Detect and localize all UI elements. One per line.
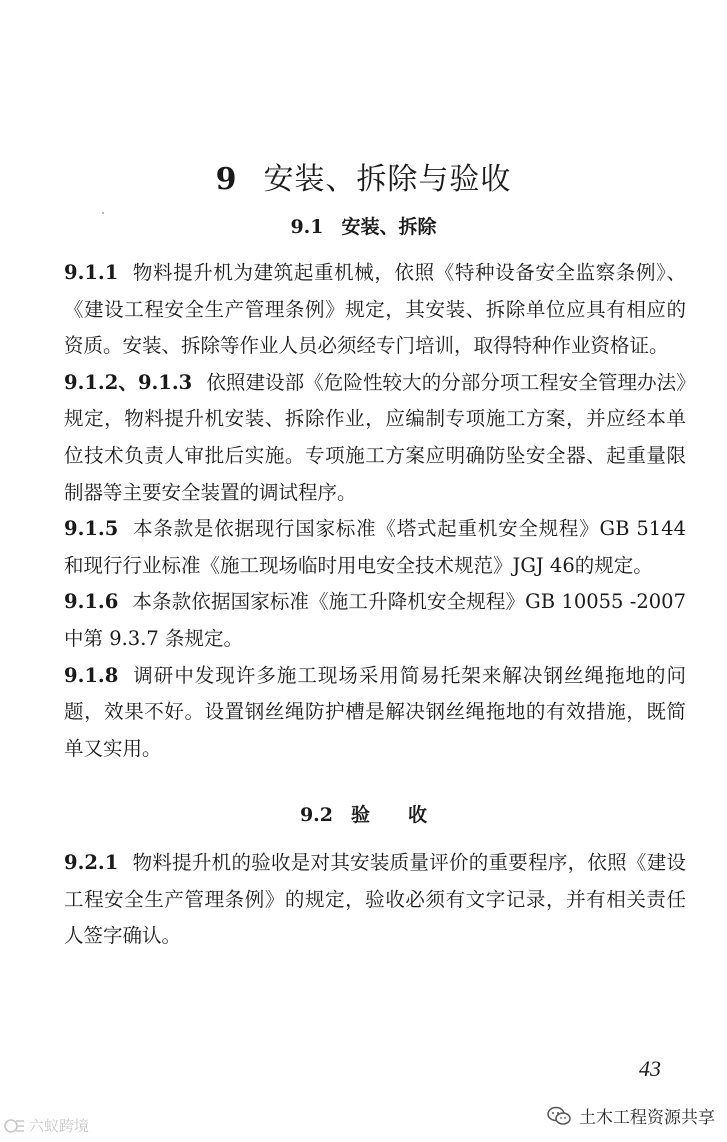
clause-number: 9.1.5 (64, 517, 119, 541)
watermark-right-text: 土木工程资源共享 (579, 1108, 715, 1128)
wechat-icon (547, 1106, 571, 1126)
watermark-left (4, 1115, 89, 1136)
section-9-1-body (64, 255, 686, 767)
clause-text: 依照建设部《危险性较大的分部分项工程安全管理办法》规定，物料提升机安装、拆除作业，应编制专项施工方案，并应经本单位技术负责人审批后实施。专项施工方案应明确防坠安全器、起重量限制器等主要安全装置的调试程序。 (64, 370, 686, 504)
section-number: 9.2 (299, 804, 334, 826)
chapter-number: 9 (215, 162, 238, 198)
chapter-title (0, 154, 727, 198)
clause-9-1-1 (64, 255, 686, 365)
watermark-left-text: 六蚁跨境 (29, 1117, 90, 1135)
brand-logo-icon (4, 1117, 26, 1135)
clause-9-1-8 (64, 658, 686, 768)
page-number: 43 (639, 1056, 661, 1081)
watermark-right (547, 1103, 715, 1128)
clause-text: 调研中发现许多施工现场采用简易托架来解决钢丝绳拖地的问题，效果不好。设置钢丝绳防护槽是解决钢丝绳拖地的有效措施，既简单又实用。 (64, 663, 686, 760)
section-number: 9.1 (290, 216, 324, 238)
clause-text: 物料提升机为建筑起重机械，依照《特种设备安全监察条例》、《建设工程安全生产管理条例》规定，其安装、拆除单位应具有相应的资质。安装、拆除等作业人员必须经专门培训，取得特种作业资格证。 (64, 261, 686, 358)
section-title: 验 收 (351, 804, 428, 826)
clause-text: 本条款是依据现行国家标准《塔式起重机安全规程》GB 5144和现行行业标准《施工现场临时用电安全技术规范》JGJ 46的规定。 (64, 517, 686, 577)
clause-9-2-1 (64, 845, 686, 955)
clause-text: 物料提升机的验收是对其安装质量评价的重要程序，依照《建设工程安全生产管理条例》的规定，验收必须有文字记录，并有相关责任人签字确认。 (64, 851, 686, 948)
clause-text: 本条款依据国家标准《施工升降机安全规程》GB 10055 -2007 中第 9.3.7 条规定。 (64, 590, 686, 650)
clause-number: 9.2.1 (64, 851, 119, 874)
clause-9-1-5 (64, 511, 686, 584)
clause-number: 9.1.2、9.1.3 (64, 370, 193, 394)
section-title: 安装、拆除 (341, 216, 437, 238)
clause-number: 9.1.1 (64, 261, 119, 284)
clause-number: 9.1.8 (64, 663, 119, 687)
clause-9-1-2-3 (64, 365, 686, 511)
section-heading-9-1 (0, 212, 727, 239)
chapter-title-text: 安装、拆除与验收 (263, 162, 512, 198)
section-heading-9-2 (0, 800, 727, 827)
section-9-2-body (64, 845, 686, 955)
clause-number: 9.1.6 (64, 590, 119, 614)
clause-9-1-6 (64, 584, 686, 657)
